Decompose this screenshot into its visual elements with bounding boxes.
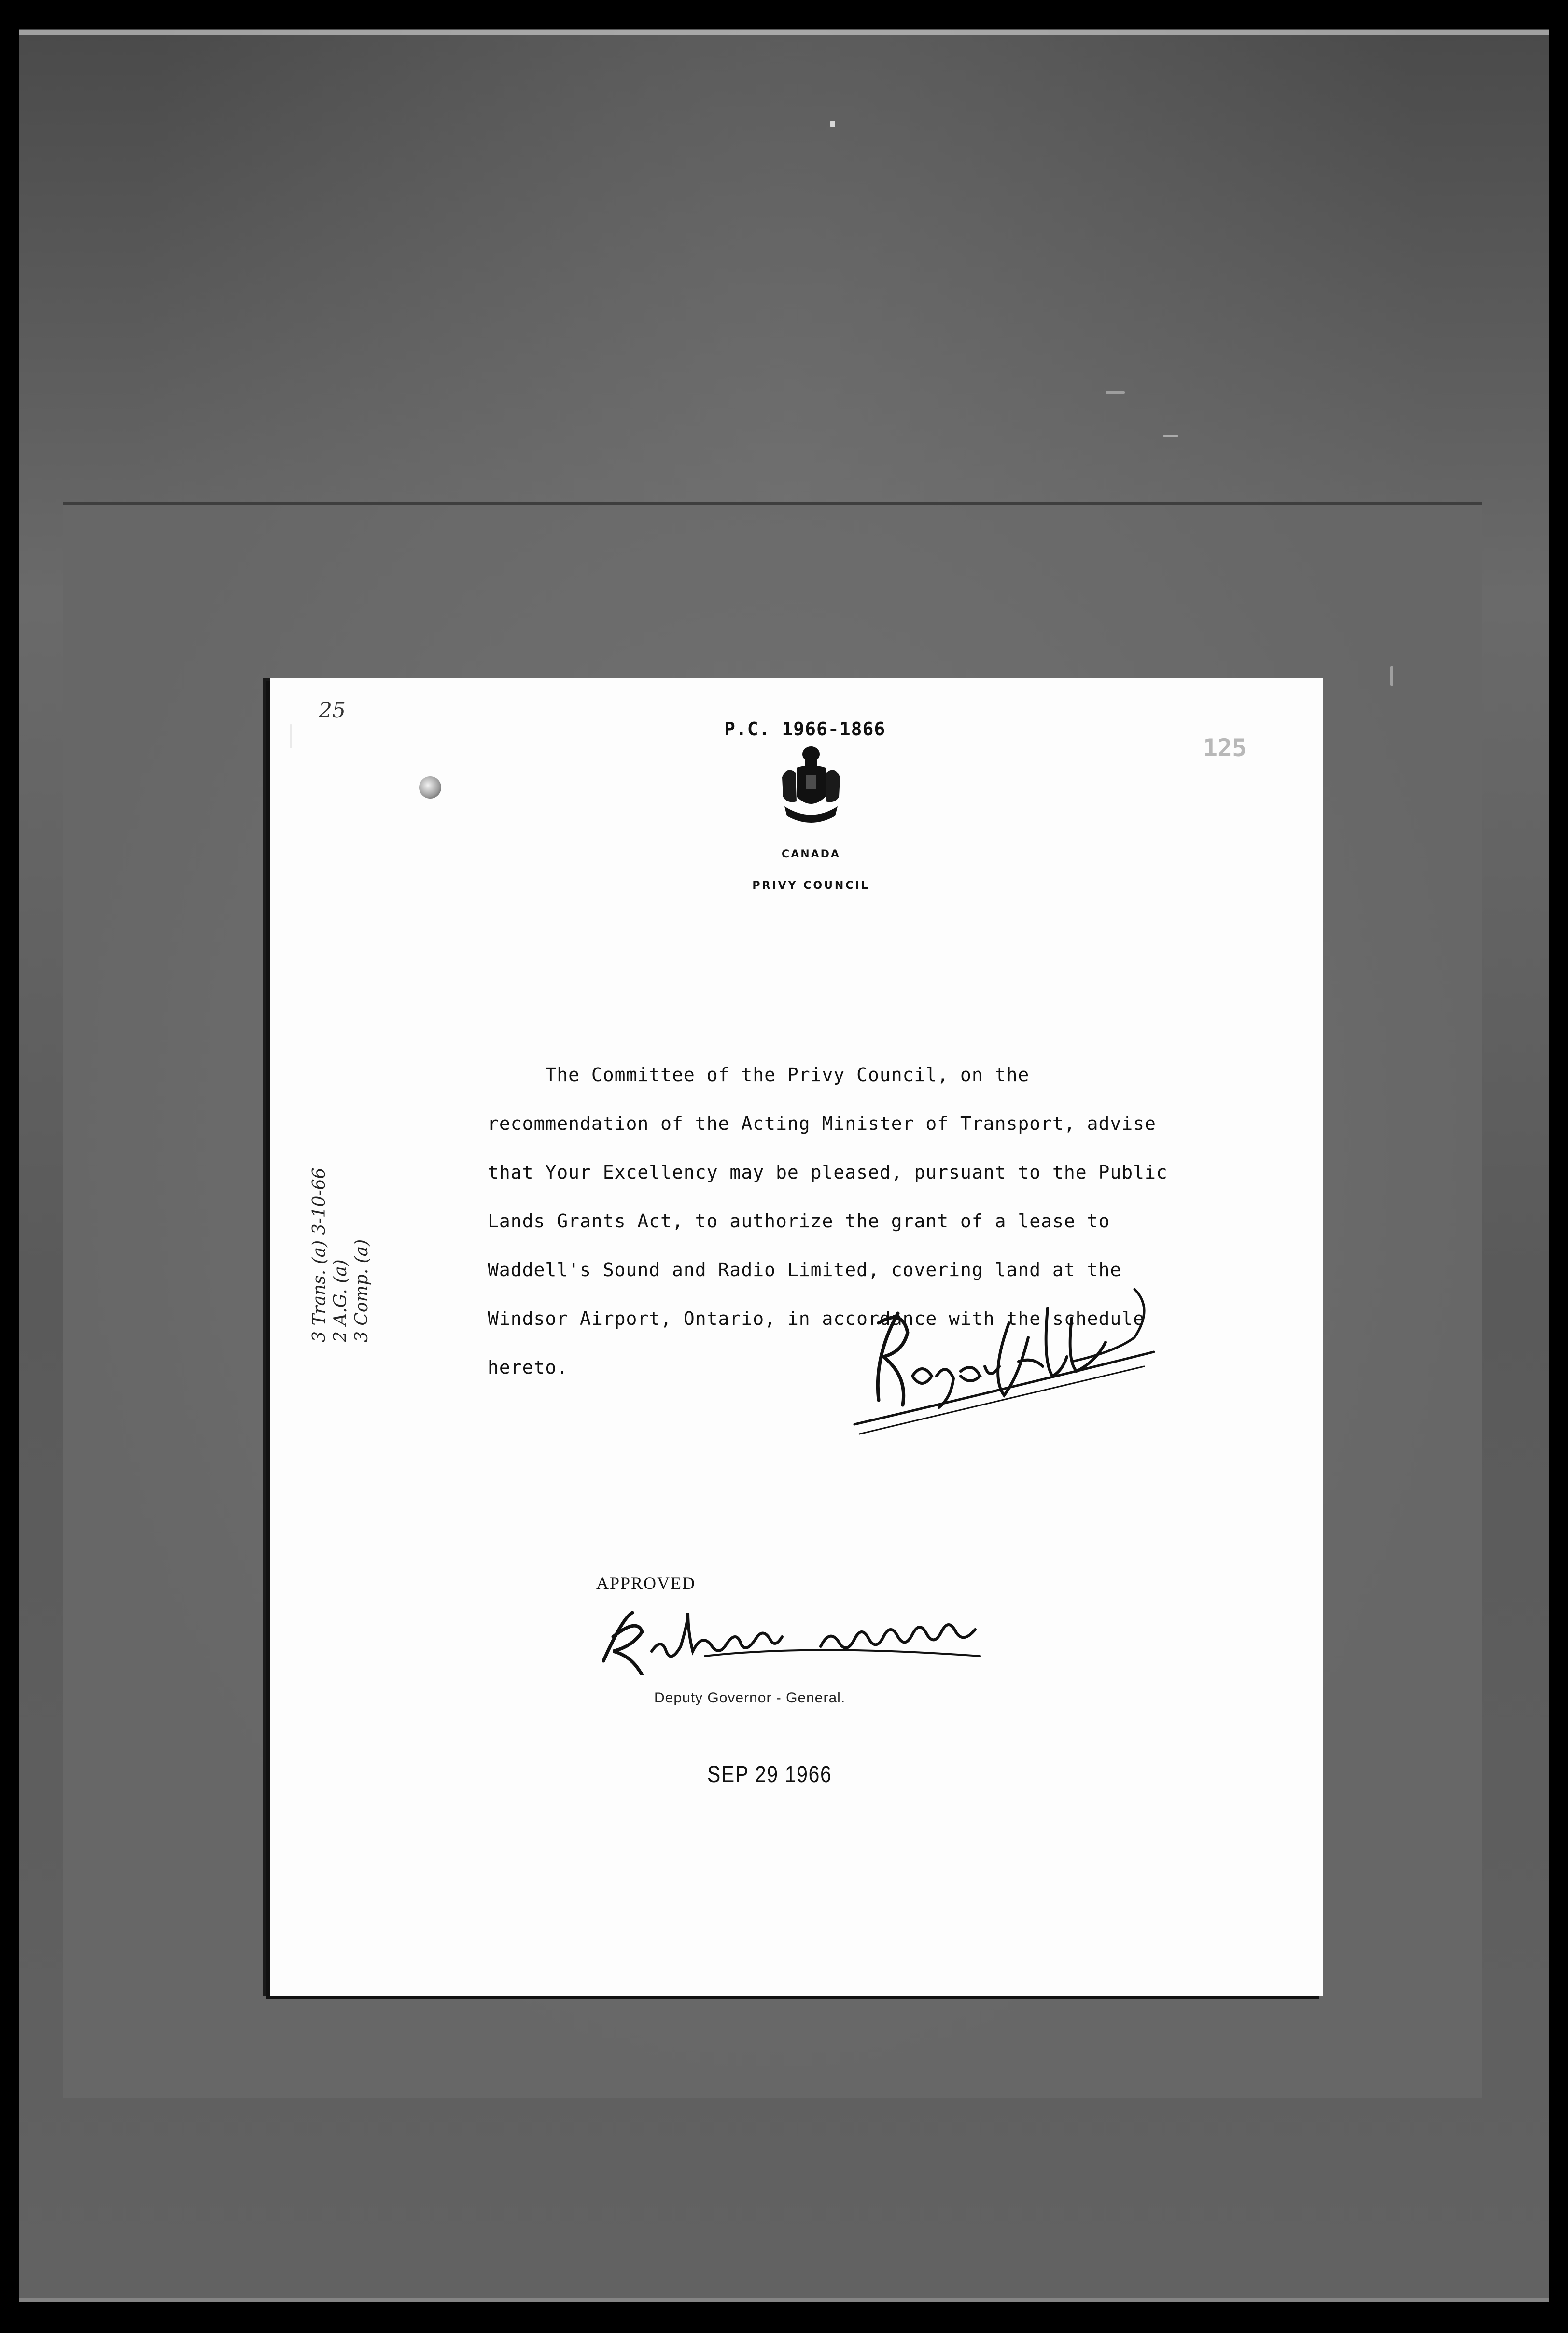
- film-speck: [1390, 666, 1393, 686]
- approver-title: Deputy Governor - General.: [654, 1690, 846, 1706]
- order-body-line: Lands Grants Act, to authorize the grant of a lease to: [488, 1210, 1110, 1232]
- coat-of-arms-icon: [777, 744, 845, 830]
- order-body-line: The Committee of the Privy Council, on the: [488, 1064, 1030, 1085]
- approver-signature: [594, 1598, 1009, 1675]
- film-edge-top: [19, 30, 1549, 35]
- order-body-line: Waddell's Sound and Radio Limited, covering land at the: [488, 1259, 1122, 1280]
- film-speck: [830, 121, 835, 127]
- crest-caption-body: PRIVY COUNCIL: [752, 880, 870, 892]
- margin-note: 3 Comp. (a): [352, 1239, 372, 1342]
- film-speck: [1163, 435, 1178, 437]
- approval-date-stamp: SEP 29 1966: [707, 1762, 832, 1787]
- page-number-stamp: 125: [1203, 734, 1247, 762]
- approved-label: APPROVED: [596, 1574, 696, 1593]
- film-speck: [290, 724, 292, 748]
- film-speck: [1106, 391, 1125, 394]
- margin-note: 2 A.G. (a): [331, 1259, 350, 1342]
- punch-hole: [419, 776, 441, 799]
- margin-note: 3 Trans. (a) 3-10-66: [309, 1167, 329, 1342]
- corner-annotation: 25: [319, 698, 346, 723]
- order-body-line: Windsor Airport, Ontario, in accordance with the schedule: [488, 1308, 1145, 1329]
- minister-signature: [845, 1279, 1163, 1444]
- order-number: P.C. 1966-1866: [724, 718, 886, 740]
- order-body-line: that Your Excellency may be pleased, pursuant to the Public: [488, 1162, 1168, 1183]
- margin-distribution-notes: [309, 1168, 373, 1342]
- film-edge-bottom: [19, 2298, 1549, 2302]
- order-body-line: hereto.: [488, 1357, 569, 1378]
- crest-caption-country: CANADA: [782, 848, 840, 860]
- order-body-line: recommendation of the Acting Minister of Transport, advise: [488, 1113, 1156, 1134]
